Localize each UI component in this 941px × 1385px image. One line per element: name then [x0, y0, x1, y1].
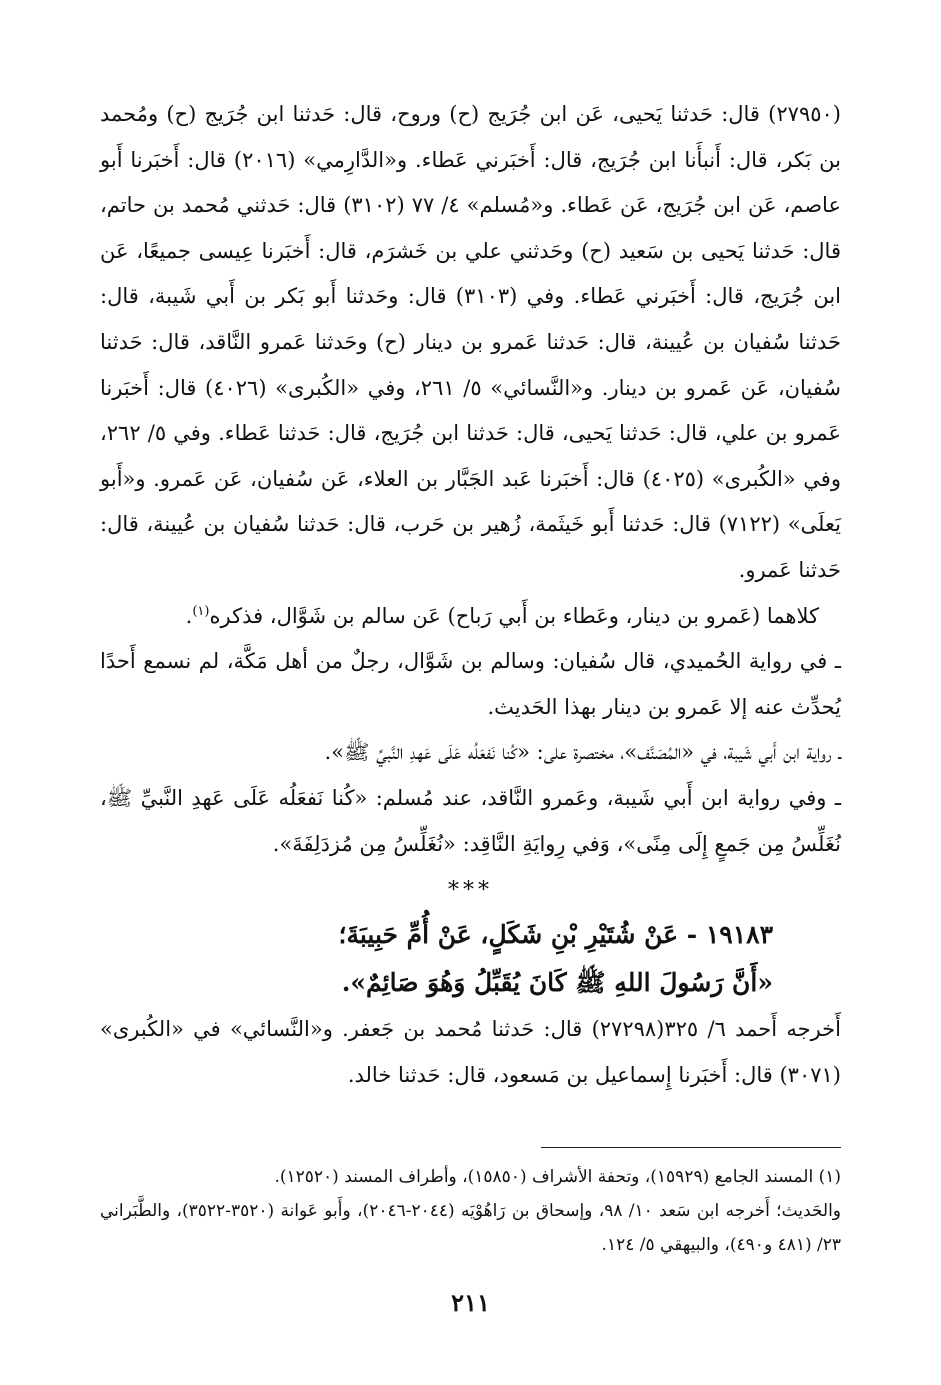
footnote-1: (١) المسند الجامع (١٥٩٢٩)، وتحفة الأشراف (١٥٨٥٠)، وأطراف المسند (١٢٥٢٠).	[274, 1167, 841, 1187]
footnote-ref-1: (١)	[192, 603, 210, 619]
footnote-1-continued: والحَديث؛ أَخرجه ابن سَعد ١٠/ ٩٨، وإسحاق بن رَاهُوْيَه (٢٠٤٤-٢٠٤٦)، وأَبو عَوانة (٣٥٢٠-٣٥٢٢)، والطَّبَراني ٢٣/ (٤٨١ و٤٩٠)، والبيهقي ٥/ ١٢٤.	[100, 1201, 842, 1255]
paragraph-humaidi-note: ـ في رواية الحُميدي، قال سُفيان: وسالم بن شَوَّال، رجلٌ من أهل مَكَّة، لم نسمع أَحدًا يُحدِّث عنه إلا عَمرو بن دينار بهذا الحَديث.	[100, 649, 841, 719]
hadith-number: ١٩١٨٣	[705, 920, 773, 950]
page-number: ٢١١	[451, 1288, 490, 1317]
hadith-isnad: عَنْ شُتَيْرِ بْنِ شَكَلٍ، عَنْ أُمِّ حَبِيبَةَ؛	[338, 920, 679, 950]
paragraph-both-chains-text: كلاهما (عَمرو بن دينار، وعَطاء بن أَبي رَباح) عَن سالم بن شَوَّال، فذكره	[209, 603, 819, 628]
paragraph-isnad-sources: (٢٧٩٥٠) قال: حَدثنا يَحيى، عَن ابن جُرَيج (ح) وروح، قال: حَدثنا ابن جُرَيج (ح) ومُحمد بن بَكر، قال: أَنبأَنا ابن جُرَيج، قال: أَخبَرني عَطاء. و«الدَّارِمي» (٢٠١٦) قال: أَخبَرنا أَبو عاصم، عَن ابن جُرَيج، عَن عَطاء. و«مُسلم» ٤/ ٧٧ (٣١٠٢) قال: حَدثني مُحمد بن حاتم، قال: حَدثنا يَحيى بن سَعيد (ح) وحَدثني علي بن خَشرَم، قال: أَخبَرنا عِيسى جميعًا، عَن ابن جُرَيج، قال: أَخبَرني عَطاء. وفي (٣١٠٣) قال: وحَدثنا أَبو بَكر بن أَبي شَيبة، قال: حَدثنا سُفيان بن عُيينة، قال: حَدثنا عَمرو بن دينار (ح) وحَدثنا عَمرو النَّاقد، قال: حَدثنا سُفيان، عَن عَمرو بن دينار. و«النَّسائي» ٥/ ٢٦١، وفي «الكُبرى» (٤٠٢٦) قال: أَخبَرنا عَمرو بن علي، قال: حَدثنا يَحيى، قال: حَدثنا ابن جُرَيج، قال: حَدثنا عَطاء. وفي ٥/ ٢٦٢، وفي «الكُبرى» (٤٠٢٥) قال: أَخبَرنا عَبد الجَبَّار بن العلاء، عَن سُفيان، عَن عَمرو. و«أَبو يَعلَى» (٧١٢٢) قال: حَدثنا أَبو خَيثَمة، زُهير بن حَرب، قال: حَدثنا سُفيان بن عُيينة، قال: حَدثنا عَمرو.	[100, 102, 841, 582]
page-body	[100, 92, 841, 1098]
footnote-divider	[541, 1147, 841, 1148]
paragraph-muslim-note: ـ وفي رواية ابن أَبي شَيبة، وعَمرو النَّاقد، عند مُسلم: «كُنا نَفعَلُه عَلَى عَهدِ النَّبيِّ ﷺ، نُغَلِّسُ مِن جَمعٍ إِلَى مِنًى»، وَفي رِوايَةِ النَّاقِد: «نُغَلِّسُ مِن مُزدَلِفَةَ».	[100, 785, 841, 856]
section-separator: ***	[448, 878, 493, 904]
hadith-heading: ١٩١٨٣ - عَنْ شُتَيْرِ بْنِ شَكَلٍ، عَنْ أُمِّ حَبِيبَةَ؛	[338, 920, 773, 950]
hadith-matn: «أَنَّ رَسُولَ اللهِ ﷺ كَانَ يُقَبِّلُ وَهُوَ صَائِمٌ».	[341, 968, 773, 998]
paragraph-both-chains-end: .	[185, 603, 193, 628]
paragraph-takhrij: أَخرجه أَحمد ٦/ ٣٢٥(٢٧٢٩٨) قال: حَدثنا مُحمد بن جَعفر. و«النَّسائي» في «الكُبرى» (٣٠٧١) قال: أَخبَرنا إِسماعيل بن مَسعود، قال: حَدثنا خالد.	[100, 1017, 841, 1087]
footnotes	[100, 1160, 841, 1262]
paragraph-both-chains	[100, 594, 841, 640]
paragraph-ibn-abi-shaiba-note: ـ رواية ابن أَبي شَيبة، في «المُصَنَّف»، مختصرة على: «كُنا نَفعَلُه عَلَى عَهدِ النَّبيِّ ﷺ».	[324, 740, 841, 765]
